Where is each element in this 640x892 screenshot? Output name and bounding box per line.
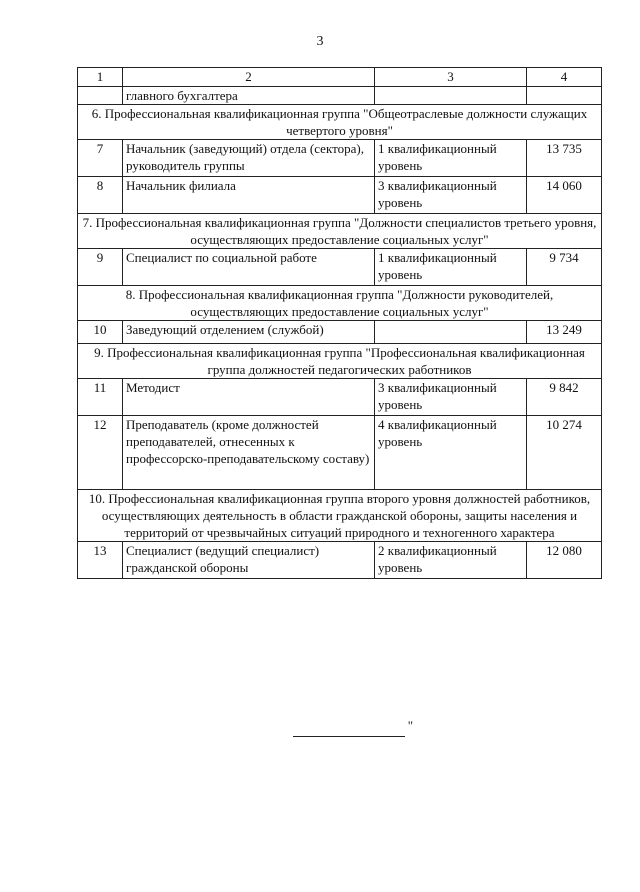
group-title-row — [78, 344, 602, 379]
closing-line — [293, 718, 413, 737]
qualification-level — [375, 321, 527, 344]
table-row — [78, 140, 602, 177]
group-title: 10. Профессиональная квалификационная группа второго уровня должностей работников, осуществляющих деятельность в области гражданской обороны, защиты населения и территорий от чрезвычайных ситуаций природного и техногенного характера — [78, 490, 602, 542]
salary-table — [77, 67, 602, 579]
qualification-level: 2 квалификационный уровень — [375, 542, 527, 579]
row-number: 8 — [78, 177, 123, 214]
qualification-level — [375, 87, 527, 105]
table-row — [78, 321, 602, 344]
salary-value: 9 842 — [527, 379, 602, 416]
qualification-level: 3 квалификационный уровень — [375, 177, 527, 214]
position-name: Методист — [123, 379, 375, 416]
position-name: Начальник (заведующий) отдела (сектора), руководитель группы — [123, 140, 375, 177]
group-title: 7. Профессиональная квалификационная группа "Должности специалистов третьего уровня, осуществляющих предоставление социальных услуг" — [78, 214, 602, 249]
header-cell: 3 — [375, 68, 527, 87]
position-name: главного бухгалтера — [123, 87, 375, 105]
qualification-level: 3 квалификационный уровень — [375, 379, 527, 416]
position-name: Начальник филиала — [123, 177, 375, 214]
group-title: 6. Профессиональная квалификационная группа "Общеотраслевые должности служащих четвертого уровня" — [78, 105, 602, 140]
table-row — [78, 542, 602, 579]
row-number: 9 — [78, 249, 123, 286]
salary-value: 13 735 — [527, 140, 602, 177]
salary-value: 10 274 — [527, 416, 602, 490]
position-name: Заведующий отделением (службой) — [123, 321, 375, 344]
row-number: 12 — [78, 416, 123, 490]
row-number: 7 — [78, 140, 123, 177]
header-cell: 4 — [527, 68, 602, 87]
closing-quote: " — [407, 718, 413, 733]
position-name: Специалист (ведущий специалист) гражданской обороны — [123, 542, 375, 579]
row-number: 13 — [78, 542, 123, 579]
qualification-level: 4 квалификационный уровень — [375, 416, 527, 490]
table-row — [78, 416, 602, 490]
salary-value: 13 249 — [527, 321, 602, 344]
group-title-row — [78, 490, 602, 542]
row-number: 11 — [78, 379, 123, 416]
header-cell: 2 — [123, 68, 375, 87]
table-row — [78, 177, 602, 214]
salary-value — [527, 87, 602, 105]
qualification-level: 1 квалификационный уровень — [375, 140, 527, 177]
position-name: Специалист по социальной работе — [123, 249, 375, 286]
group-title-row — [78, 105, 602, 140]
salary-value: 9 734 — [527, 249, 602, 286]
table-row — [78, 249, 602, 286]
table-row — [78, 379, 602, 416]
table-header-row — [78, 68, 602, 87]
group-title-row — [78, 286, 602, 321]
row-number: 10 — [78, 321, 123, 344]
group-title: 8. Профессиональная квалификационная группа "Должности руководителей, осуществляющих предоставление социальных услуг" — [78, 286, 602, 321]
qualification-level: 1 квалификационный уровень — [375, 249, 527, 286]
group-title-row — [78, 214, 602, 249]
row-number — [78, 87, 123, 105]
page-number: 3 — [316, 34, 324, 49]
group-title: 9. Профессиональная квалификационная группа "Профессиональная квалификационная группа должностей педагогических работников — [78, 344, 602, 379]
continuation-row — [78, 87, 602, 105]
position-name: Преподаватель (кроме должностей преподавателей, отнесенных к профессорско-преподавательскому составу) — [123, 416, 375, 490]
header-cell: 1 — [78, 68, 123, 87]
salary-value: 14 060 — [527, 177, 602, 214]
salary-value: 12 080 — [527, 542, 602, 579]
